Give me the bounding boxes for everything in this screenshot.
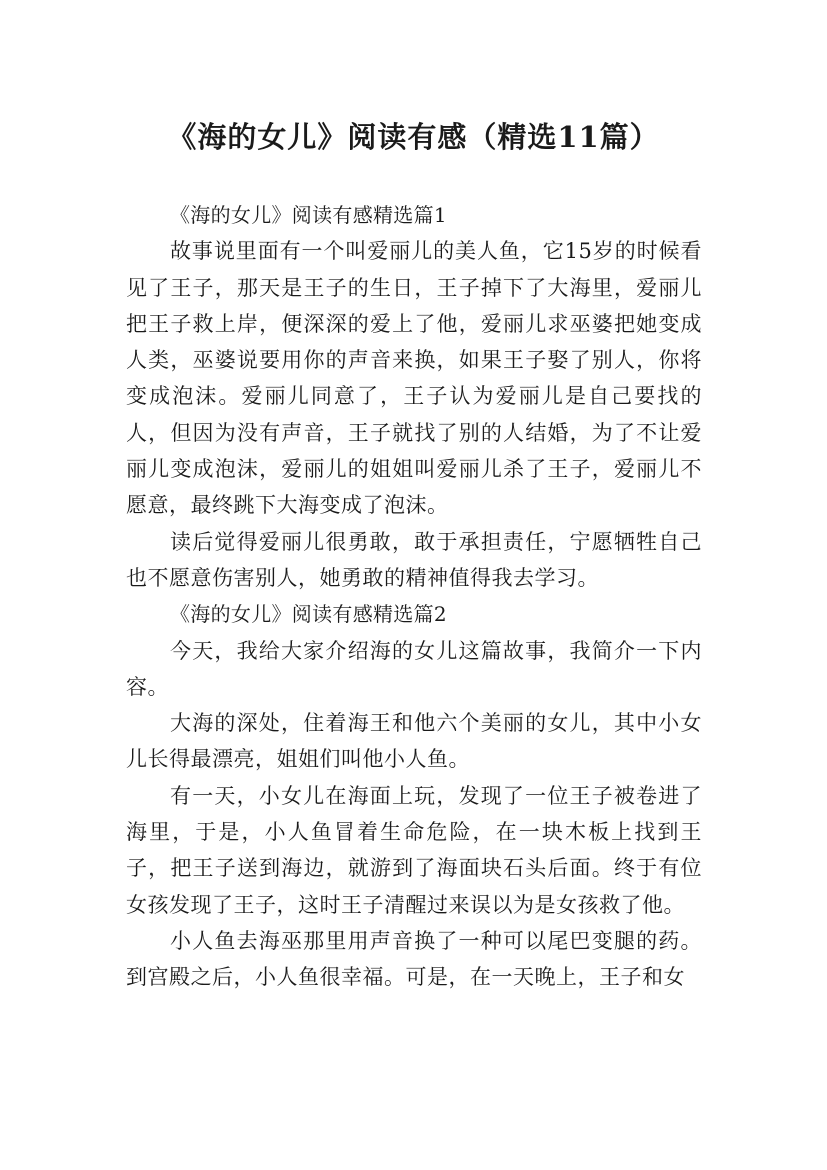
section-heading-2: 《海的女儿》阅读有感精选篇2 — [170, 602, 447, 627]
paragraph: 今天，我给大家介绍海的女儿这篇故事，我简介一下内容。 — [126, 638, 702, 699]
section-heading-1: 《海的女儿》阅读有感精选篇1 — [170, 203, 447, 227]
paragraph: 小人鱼去海巫那里用声音换了一种可以尾巴变腿的药。到宫殿之后，小人鱼很幸福。可是，在一天晚上，王子和女 — [126, 928, 702, 990]
paragraph: 大海的深处，住着海王和他六个美丽的女儿，其中小女儿长得最漂亮，姐姐们叫他小人鱼。 — [126, 711, 702, 772]
document-title: 《海的女儿》阅读有感（精选11篇） — [167, 120, 660, 155]
document-body — [126, 197, 702, 996]
paragraph: 读后觉得爱丽儿很勇敢，敢于承担责任，宁愿牺牲自己也不愿意伤害别人，她勇敢的精神值得我去学习。 — [126, 529, 702, 590]
paragraph: 故事说里面有一个叫爱丽儿的美人鱼，它15岁的时候看见了王子，那天是王子的生日，王子掉下了大海里，爱丽儿把王子救上岸，便深深的爱上了他，爱丽儿求巫婆把她变成人类，巫婆说要用你的声音来换，如果王子娶了别人，你将变成泡沫。爱丽儿同意了，王子认为爱丽儿是自己要找的人，但因为没有声音，王子就找了别的人结婚，为了不让爱丽儿变成泡沫，爱丽儿的姐姐叫爱丽儿杀了王子，爱丽儿不愿意，最终跳下大海变成了泡沫。 — [126, 239, 702, 518]
paragraph: 有一天，小女儿在海面上玩，发现了一位王子被卷进了海里，于是，小人鱼冒着生命危险，在一块木板上找到王子，把王子送到海边，就游到了海面块石头后面。终于有位女孩发现了王子，这时王子清醒过来误以为是女孩救了他。 — [126, 783, 702, 917]
